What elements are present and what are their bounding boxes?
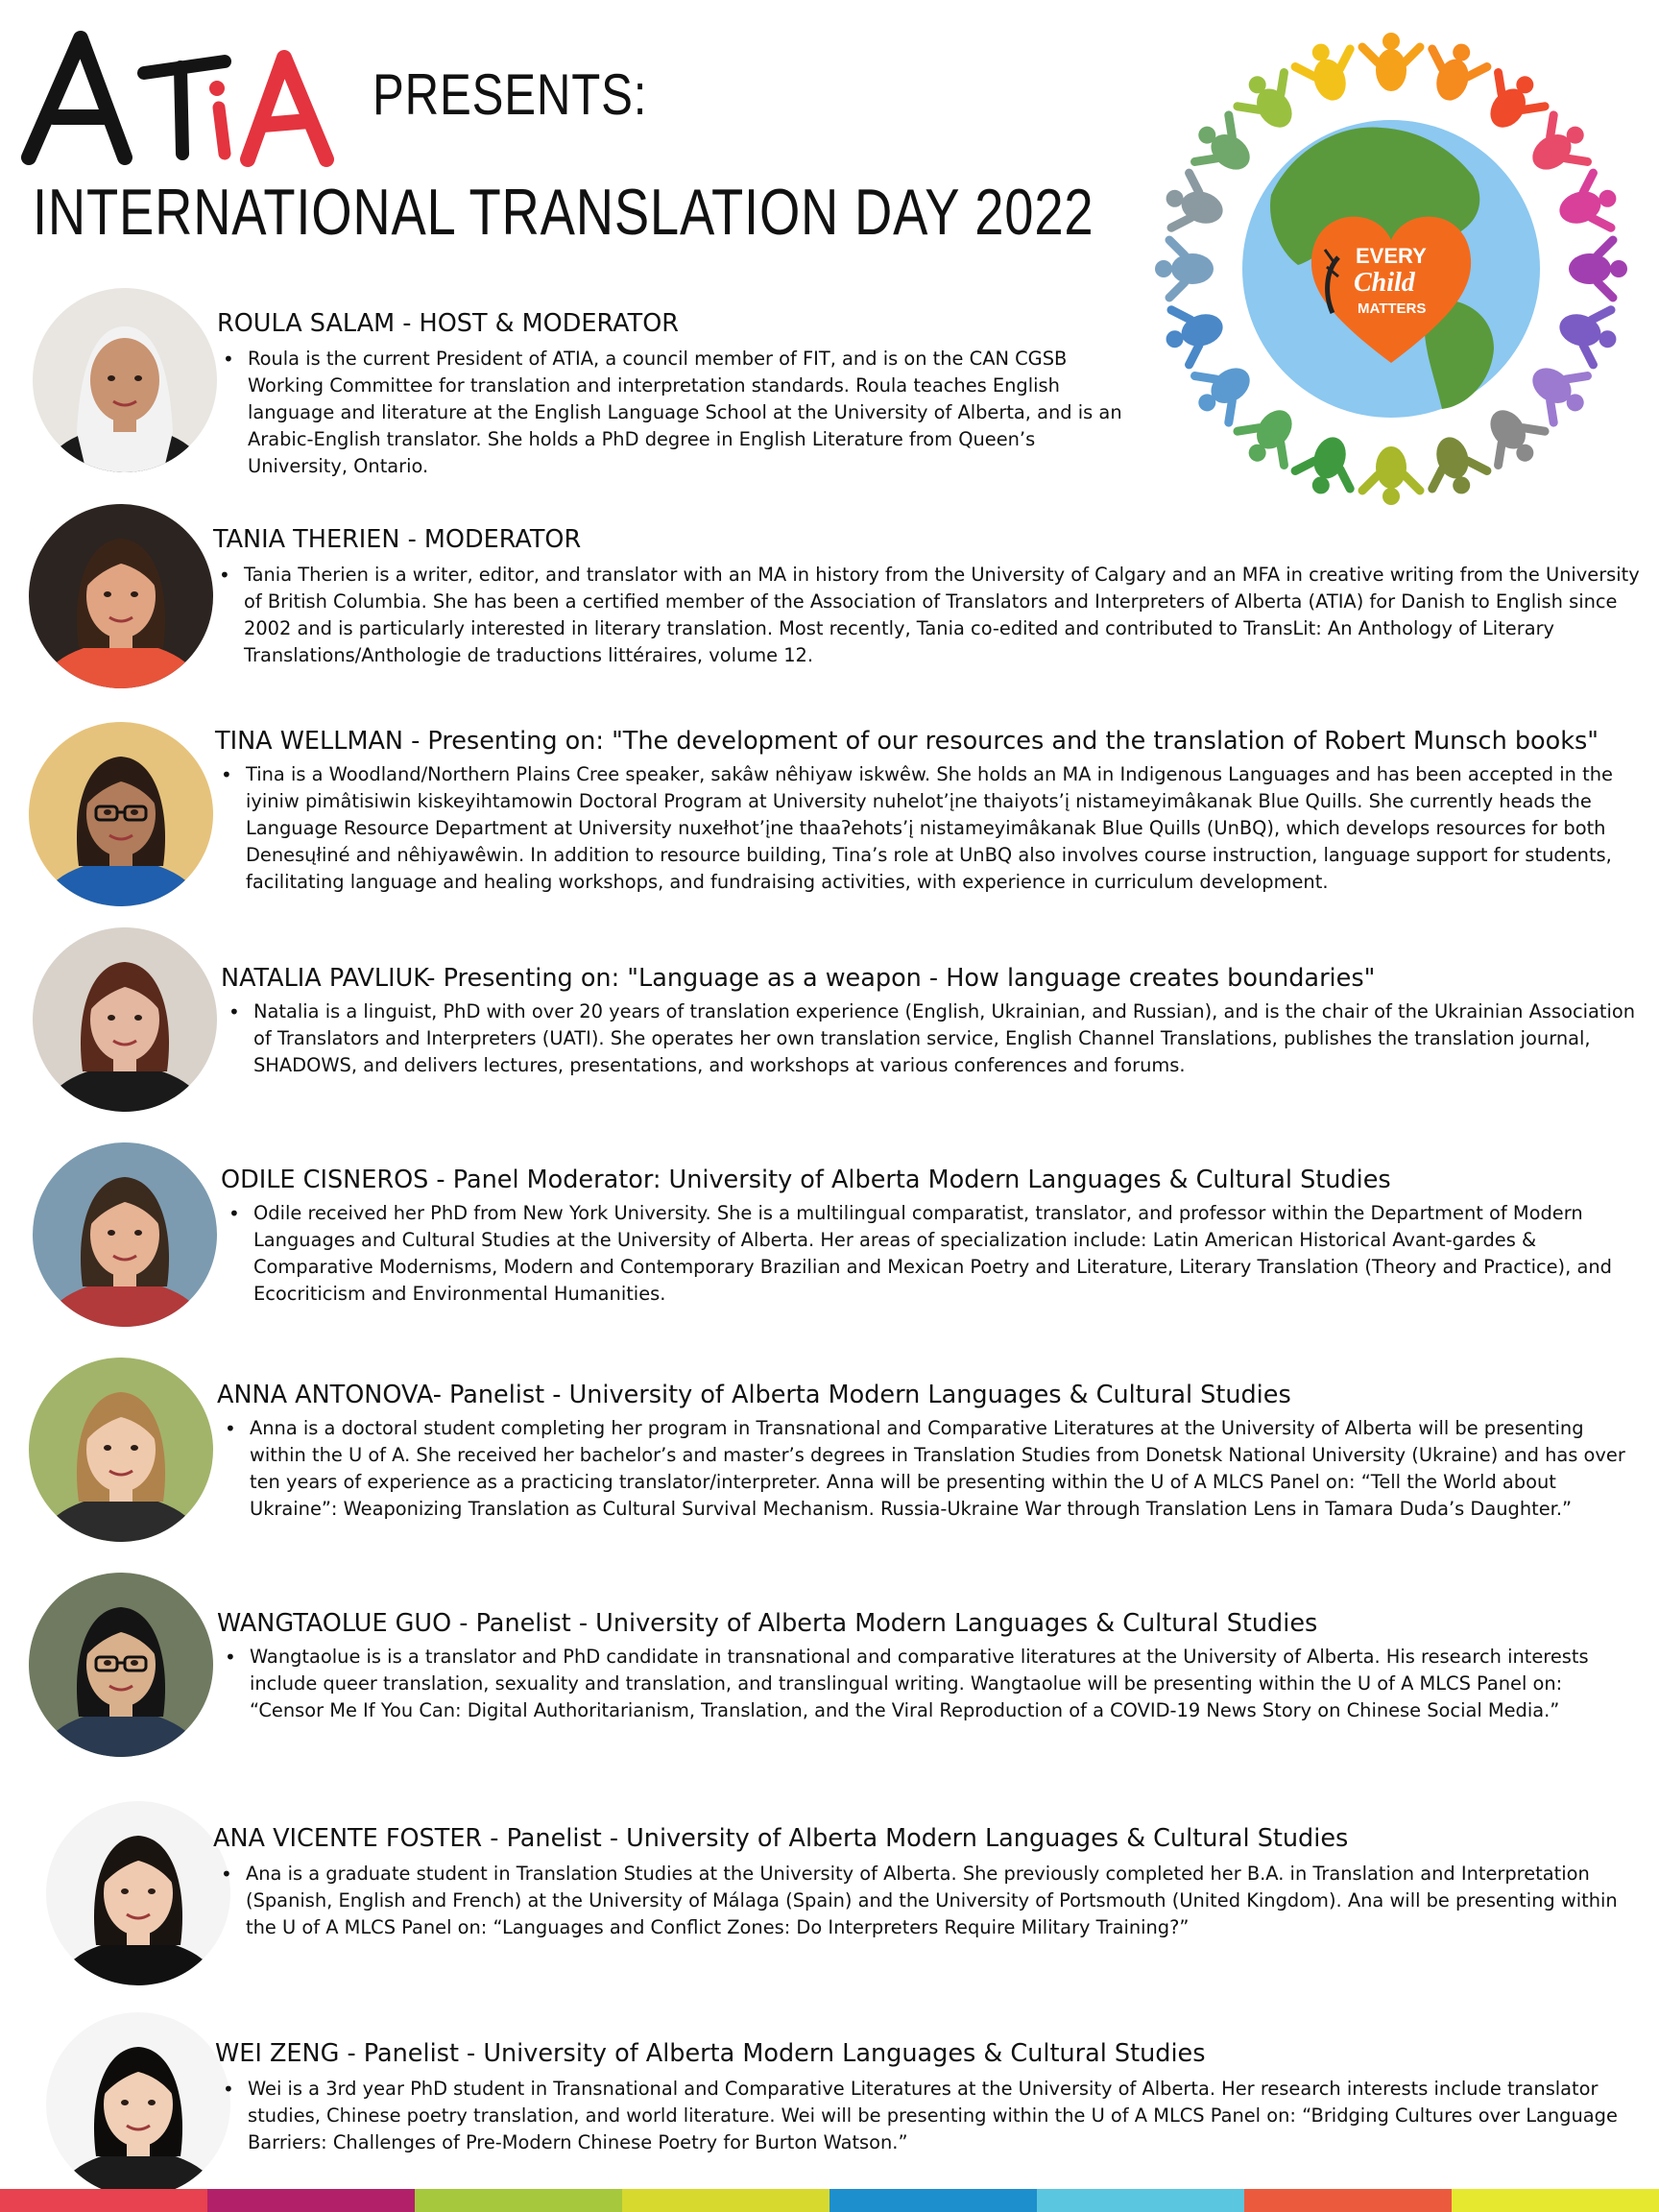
handprint-figure (1290, 429, 1363, 503)
speaker-bio: • Natalia is a linguist, PhD with over 20 years of translation experience (English, Ukrainian, and Russian), and is the chair of the Ukrainian Association of Translators and Interpreters (UATI). She operates her own translation service, English Channel Translations, publishes the translation journal, SHADOWS, and delivers lectures, presentations, and workshops at various conferences and forums. (221, 998, 1640, 1079)
speaker-name: ANA VICENTE FOSTER - Panelist - University of Alberta Modern Languages & Cultural Studies (213, 1824, 1349, 1853)
speaker-photo (29, 1358, 213, 1542)
svg-text:MATTERS: MATTERS (1358, 301, 1427, 317)
speaker-bio: • Ana is a graduate student in Translation Studies at the University of Alberta. She previously completed her B.A. in Translation and Interpretation (Spanish, English and French) at the University of Málaga (Spain) and the University of Portsmouth (United Kingdom). Ana will be presenting within the U of A MLCS Panel on: “Languages and Conflict Zones: Do Interpreters Require Military Training?” (213, 1861, 1640, 1941)
handprint-figure (1569, 240, 1627, 298)
speaker-photo (33, 288, 217, 472)
handprint-figure (1183, 349, 1264, 430)
svg-text:Child: Child (1354, 268, 1415, 298)
speaker-name: TANIA THERIEN - MODERATOR (213, 525, 582, 554)
color-bar-segment (0, 2189, 207, 2212)
speaker-photo (46, 2012, 230, 2197)
speaker-bio: • Tania Therien is a writer, editor, and translator with an MA in history from the University of Calgary and an MFA in creative writing from the University of British Columbia. She has been a certified member of the Association of Translators and Interpreters of Alberta (ATIA) for Danish to English since 2002 and is particularly interested in literary translation. Most recently, Tania co-edited and contributed to TransLit: An Anthology of Literary Translations/Anthologie de traductions littéraires, volume 12. (211, 562, 1640, 669)
speaker-photo (33, 927, 217, 1112)
handprint-figure (1518, 107, 1599, 187)
handprint-figure (1229, 60, 1310, 142)
speaker-name: ANNA ANTONOVA- Panelist - University of Alberta Modern Languages & Cultural Studies (217, 1381, 1291, 1409)
color-bar-segment (622, 2189, 830, 2212)
handprint-figure (1551, 168, 1625, 241)
handprint-figure (1290, 36, 1363, 109)
speaker-name: ODILE CISNEROS - Panel Moderator: University of Alberta Modern Languages & Cultural Studies (221, 1166, 1391, 1194)
speaker-photo (29, 722, 213, 906)
handprint-figure (1472, 60, 1552, 142)
speaker-bio: • Wei is a 3rd year PhD student in Transnational and Comparative Literatures at the University of Alberta. Her research interests include translator studies, Chinese poetry translation, and world literature. Wei will be presenting within the U of A MLCS Panel on: “Bridging Cultures over Language Barriers: Challenges of Pre-Modern Chinese Poetry for Burton Watson.” (215, 2076, 1640, 2156)
atia-logo (21, 25, 338, 169)
page-title: INTERNATIONAL TRANSLATION DAY 2022 (33, 176, 1094, 249)
handprint-figure (1158, 297, 1232, 370)
bottom-color-bar (0, 2189, 1659, 2212)
handprint-figure (1518, 349, 1599, 430)
handprint-figure (1551, 297, 1625, 370)
color-bar-segment (415, 2189, 622, 2212)
handprint-figure (1158, 168, 1232, 241)
speaker-name: TINA WELLMAN - Presenting on: "The development of our resources and the translation of Robert Munsch books" (215, 727, 1599, 756)
speaker-name: WEI ZENG - Panelist - University of Alberta Modern Languages & Cultural Studies (215, 2039, 1206, 2068)
speaker-bio: • Roula is the current President of ATIA, a council member of FIT, and is on the CAN CGSB Working Committee for translation and interpretation standards. Roula teaches English language and literature at the English Language School at the University of Alberta, and is an Arabic-English translator. She holds a PhD degree in English Literature from Queen’s University, Ontario. (215, 346, 1141, 480)
color-bar-segment (1037, 2189, 1244, 2212)
speaker-photo (33, 1142, 217, 1327)
handprint-figure (1183, 107, 1264, 187)
speaker-photo (46, 1801, 230, 1985)
speaker-bio: • Wangtaolue is is a translator and PhD candidate in transnational and comparative literatures at the University of Alberta. His research interests include queer translation, sexuality and translation, and translingual writing. Wangtaolue will be presenting within the U of A MLCS Panel on: “Censor Me If You Can: Digital Authoritarianism, Translation, and the Viral Reproduction of a COVID-19 News Story on Chinese Social Media.” (217, 1644, 1640, 1724)
handprint-figure (1419, 36, 1492, 109)
handprint-figure (1362, 446, 1420, 505)
speaker-bio: • Odile received her PhD from New York University. She is a multilingual comparatist, translator, and professor within the Department of Modern Languages and Cultural Studies at the University of Alberta. Her areas of specialization include: Latin American Historical Avant-gardes & Comparative Modernisms, Modern and Contemporary Brazilian and Mexican Poetry and Literature, Literary Translation (Theory and Practice), and Ecocriticism and Environmental Humanities. (221, 1200, 1640, 1308)
every-child-matters-emblem (1137, 8, 1659, 530)
speaker-photo (29, 504, 213, 688)
speaker-bio: • Tina is a Woodland/Northern Plains Cree speaker, sakâw nêhiyaw iskwêw. She holds an MA in Indigenous Languages and has been accepted in the iyiniw pimâtisiwin kiskeyihtamowin Doctoral Program at University nuhelot’įne thaiyots’į nistameyimâkanak Blue Quills. She currently heads the Language Resource Department at University nuxełhot’įne thaaʔehots’į nistameyimâkanak Blue Quills (UnBQ), which develops resources for both Denesųłiné and nêhiyawêwin. In addition to resource building, Tina’s role at UnBQ also involves course instruction, language support for students, facilitating language and healing workshops, and fundraising activities, with experience in curriculum development. (213, 761, 1640, 896)
color-bar-segment (1452, 2189, 1659, 2212)
speaker-name: NATALIA PAVLIUK- Presenting on: "Language as a weapon - How language creates boundaries" (221, 964, 1376, 993)
handprint-figure (1362, 33, 1420, 91)
color-bar-segment (1244, 2189, 1452, 2212)
handprint-figure (1155, 240, 1214, 298)
handprint-figure (1472, 396, 1552, 477)
color-bar-segment (830, 2189, 1037, 2212)
speaker-name: WANGTAOLUE GUO - Panelist - University of Alberta Modern Languages & Cultural Studies (217, 1609, 1318, 1638)
speaker-photo (29, 1573, 213, 1757)
svg-text:EVERY: EVERY (1356, 244, 1427, 268)
presents-heading: PRESENTS: (373, 62, 648, 127)
speaker-name: ROULA SALAM - HOST & MODERATOR (217, 309, 679, 338)
handprint-figure (1229, 396, 1310, 477)
speaker-bio: • Anna is a doctoral student completing her program in Transnational and Comparative Literatures at the University of Alberta will be presenting within the U of A. She received her bachelor’s and master’s degrees in Translation Studies from Donetsk National University (Ukraine) and has over ten years of experience as a practicing translator/interpreter. Anna will be presenting within the U of A MLCS Panel on: “Tell the World about Ukraine”: Weaponizing Translation as Cultural Survival Mechanism. Russia-Ukraine War through Translation Lens in Tamara Duda’s Daughter.” (217, 1415, 1640, 1523)
color-bar-segment (207, 2189, 415, 2212)
handprint-figure (1419, 429, 1492, 503)
